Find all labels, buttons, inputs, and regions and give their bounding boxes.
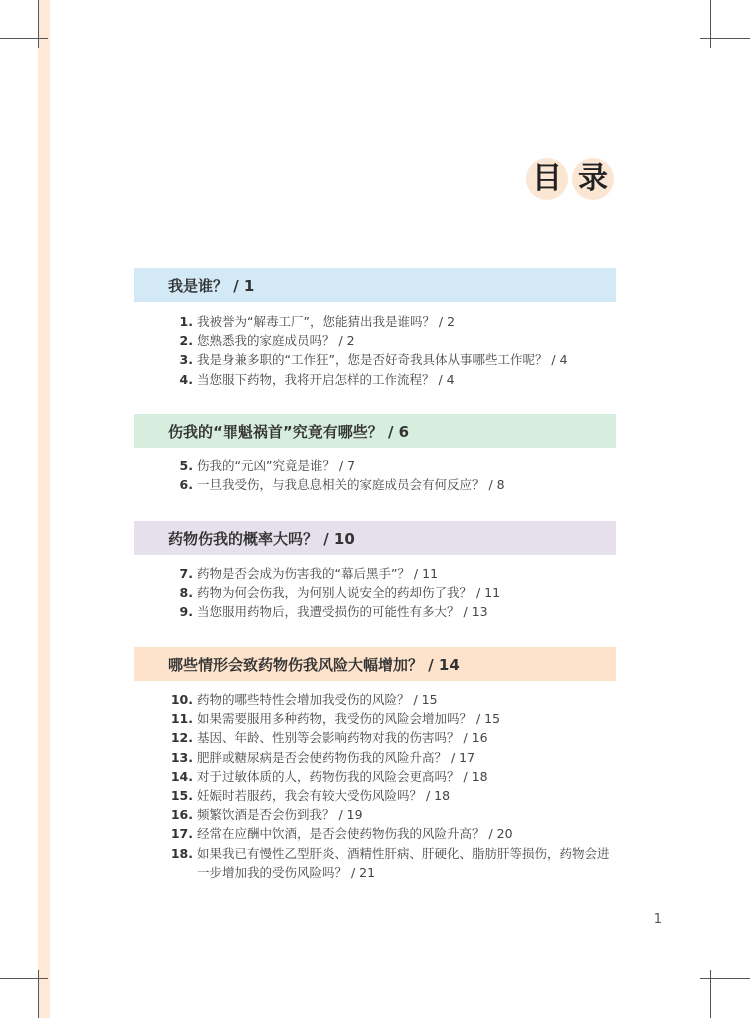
toc-item[interactable] [160,583,620,602]
section-heading-2[interactable]: 伤我的“罪魁祸首”究竟有哪些？ / 6 [134,414,616,448]
toc-item-number: 9. [179,604,193,620]
toc-item-number: 5. [179,458,193,473]
toc-item[interactable] [160,312,620,331]
toc-item-number: 3. [179,352,193,368]
toc-item-number: 17. [170,826,193,842]
toc-item-text: 当您服用药物后，我遭受损伤的可能性有多大？ / 13 [197,604,488,620]
toc-item[interactable] [160,602,620,621]
toc-item-text: 频繁饮酒是否会伤到我？ / 19 [197,807,363,823]
toc-item-text: 我是身兼多职的“工作狂”，您是否好奇我具体从事哪些工作呢？ / 4 [197,352,568,368]
toc-item[interactable] [160,564,620,583]
toc-item-text: 对于过敏体质的人，药物伤我的风险会更高吗？ / 18 [197,768,488,784]
section-heading-3[interactable]: 药物伤我的概率大吗？ / 10 [134,521,616,555]
toc-item[interactable] [160,350,620,369]
toc-item[interactable] [160,690,620,709]
toc-item[interactable] [160,748,620,767]
toc-item-number: 6. [179,477,193,493]
toc-item[interactable] [160,844,620,882]
page-number: 1 [653,912,662,927]
toc-item-text: 伤我的“元凶”究竟是谁？ / 7 [197,458,356,473]
toc-item[interactable] [160,824,620,843]
toc-item[interactable] [160,786,620,805]
toc-item-number: 11. [170,711,193,727]
page-spine-strip [38,0,50,1018]
toc-item-number: 16. [170,807,193,823]
toc-item-number: 18. [170,845,193,861]
toc-item-number: 12. [170,730,193,746]
toc-item-text: 基因、年龄、性别等会影响药物对我的伤害吗？ / 16 [197,730,488,746]
toc-item-text: 一旦我受伤，与我息息相关的家庭成员会有何反应？ / 8 [197,477,505,493]
toc-item-text: 当您服下药物，我将开启怎样的工作流程？ / 4 [197,371,455,387]
toc-item-number: 1. [179,314,193,329]
toc-item-number: 10. [170,692,193,707]
crop-mark-top-right-v [710,0,711,48]
toc-item[interactable] [160,709,620,728]
toc-item[interactable] [160,767,620,786]
toc-item-number: 14. [170,768,193,784]
toc-item-number: 15. [170,788,193,804]
toc-item-number: 4. [179,371,193,387]
toc-item-text: 如果需要服用多种药物，我受伤的风险会增加吗？ / 15 [197,711,501,727]
crop-mark-bottom-right-h [700,978,750,979]
crop-mark-bottom-left-h [0,978,48,979]
title-char-2: 录 [572,158,614,200]
toc-item-text: 妊娠时若服药，我会有较大受伤风险吗？ / 18 [197,788,451,804]
crop-mark-top-right-h [700,38,750,39]
toc-item[interactable] [160,370,620,389]
toc-list-section-2 [160,456,620,494]
title-char-1: 目 [526,158,568,200]
crop-mark-top-left-h [0,38,48,39]
toc-item[interactable] [160,805,620,824]
toc-item-text: 我被誉为“解毒工厂”，您能猜出我是谁吗？ / 2 [197,314,456,329]
toc-item[interactable] [160,331,620,350]
toc-item-text: 药物是否会成为伤害我的“幕后黑手”？ / 11 [197,566,439,581]
section-heading-1[interactable]: 我是谁？ / 1 [134,268,616,302]
toc-list-section-1 [160,312,620,389]
toc-item[interactable] [160,475,620,494]
toc-item[interactable] [160,456,620,475]
toc-item-text: 您熟悉我的家庭成员吗？ / 2 [197,333,355,349]
section-heading-4[interactable]: 哪些情形会致药物伤我风险大幅增加？ / 14 [134,647,616,681]
toc-item-number: 13. [170,749,193,765]
toc-item-text: 经常在应酬中饮酒，是否会使药物伤我的风险升高？ / 20 [197,826,513,842]
toc-item-text: 药物为何会伤我，为何别人说安全的药却伤了我？ / 11 [197,585,501,601]
page-title [526,158,614,202]
toc-list-section-4 [160,690,620,882]
crop-mark-top-left-v [38,0,39,48]
toc-item-number: 2. [179,333,193,349]
toc-list-section-3 [160,564,620,622]
toc-item-number: 8. [179,585,193,601]
toc-item-text: 肥胖或糖尿病是否会使药物伤我的风险升高？ / 17 [197,749,476,765]
toc-item-text: 如果我已有慢性乙型肝炎、酒精性肝病、肝硬化、脂肪肝等损伤，药物会进一步增加我的受伤风险吗？ / 21 [197,845,610,880]
toc-item[interactable] [160,728,620,747]
toc-item-text: 药物的哪些特性会增加我受伤的风险？ / 15 [197,692,438,707]
toc-item-number: 7. [179,566,193,581]
